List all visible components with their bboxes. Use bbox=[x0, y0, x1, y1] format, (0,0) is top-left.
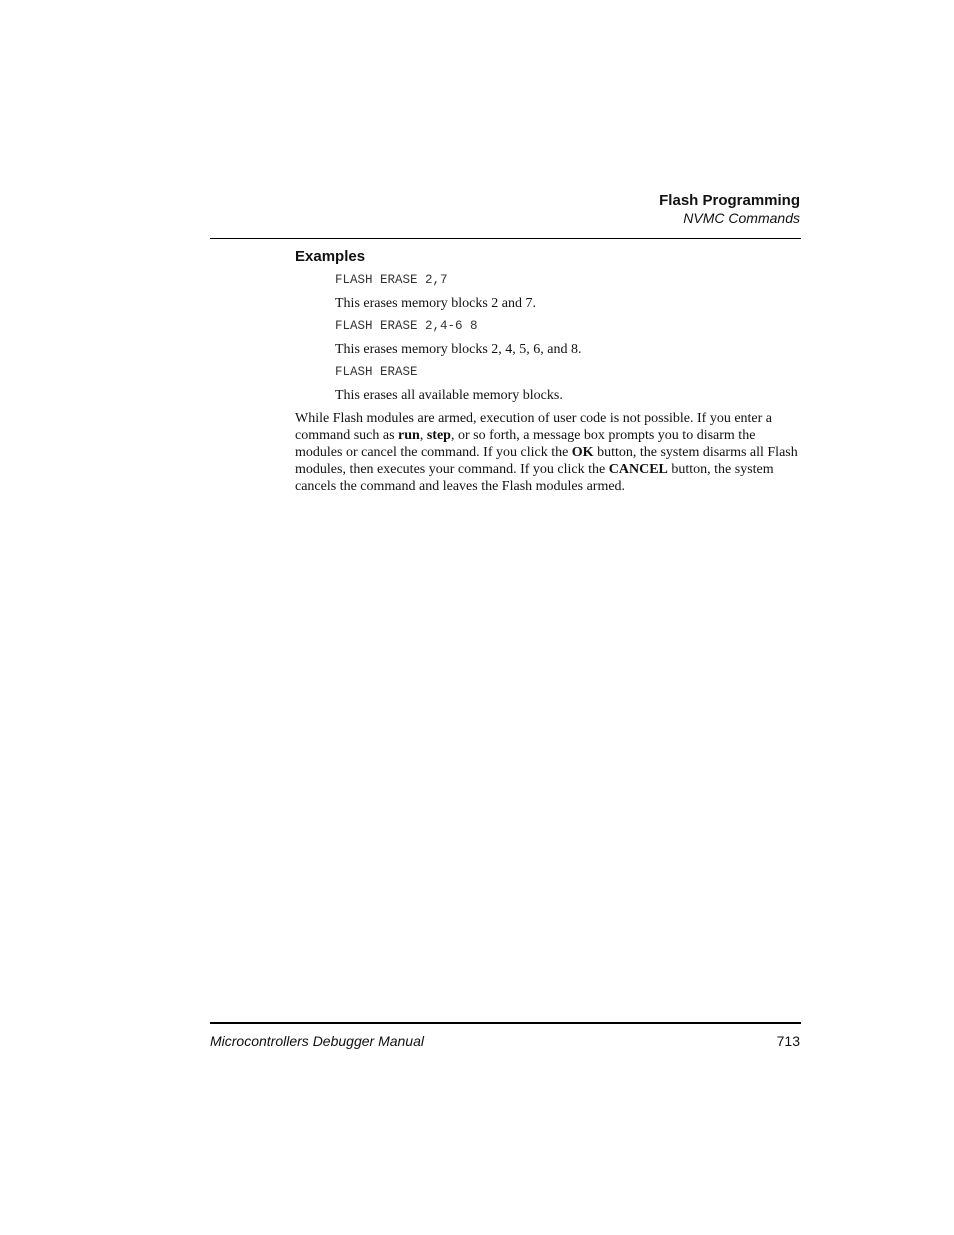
body-paragraph bbox=[295, 410, 801, 495]
run-keyword: run bbox=[398, 428, 420, 443]
paragraph-separator: , bbox=[419, 428, 427, 443]
example-description-3: This erases all available memory blocks. bbox=[335, 388, 563, 403]
paragraph-text-1: While Flash modules are armed, execution of user code is not possible. If you enter a command such as bbox=[295, 411, 773, 443]
example-code-1: FLASH ERASE 2,7 bbox=[335, 273, 448, 287]
example-code-2: FLASH ERASE 2,4-6 8 bbox=[335, 319, 478, 333]
main-content bbox=[295, 247, 801, 495]
example-description-2: This erases memory blocks 2, 4, 5, 6, and 8. bbox=[335, 342, 582, 357]
paragraph-text-2: , or so forth, a message box prompts you to disarm the modules or cancel the command. If you click the bbox=[295, 428, 756, 460]
page-number: 713 bbox=[776, 1033, 800, 1049]
paragraph-text-3: button, the system disarms all Flash modules, then executes your command. If you click the bbox=[295, 445, 798, 477]
ok-keyword: OK bbox=[571, 445, 594, 460]
examples-list bbox=[335, 272, 801, 404]
running-header bbox=[659, 191, 800, 227]
footer-rule bbox=[210, 1022, 801, 1024]
footer-title: Microcontrollers Debugger Manual bbox=[210, 1033, 424, 1049]
header-rule bbox=[210, 238, 801, 239]
cancel-keyword: CANCEL bbox=[608, 462, 668, 477]
examples-heading: Examples bbox=[295, 248, 366, 265]
paragraph-text-4: button, the system cancels the command and leaves the Flash modules armed. bbox=[295, 462, 774, 494]
example-code-3: FLASH ERASE bbox=[335, 365, 418, 379]
step-keyword: step bbox=[426, 428, 451, 443]
example-description-1: This erases memory blocks 2 and 7. bbox=[335, 296, 537, 311]
chapter-title: Flash Programming bbox=[659, 192, 800, 209]
section-title: NVMC Commands bbox=[683, 210, 800, 226]
